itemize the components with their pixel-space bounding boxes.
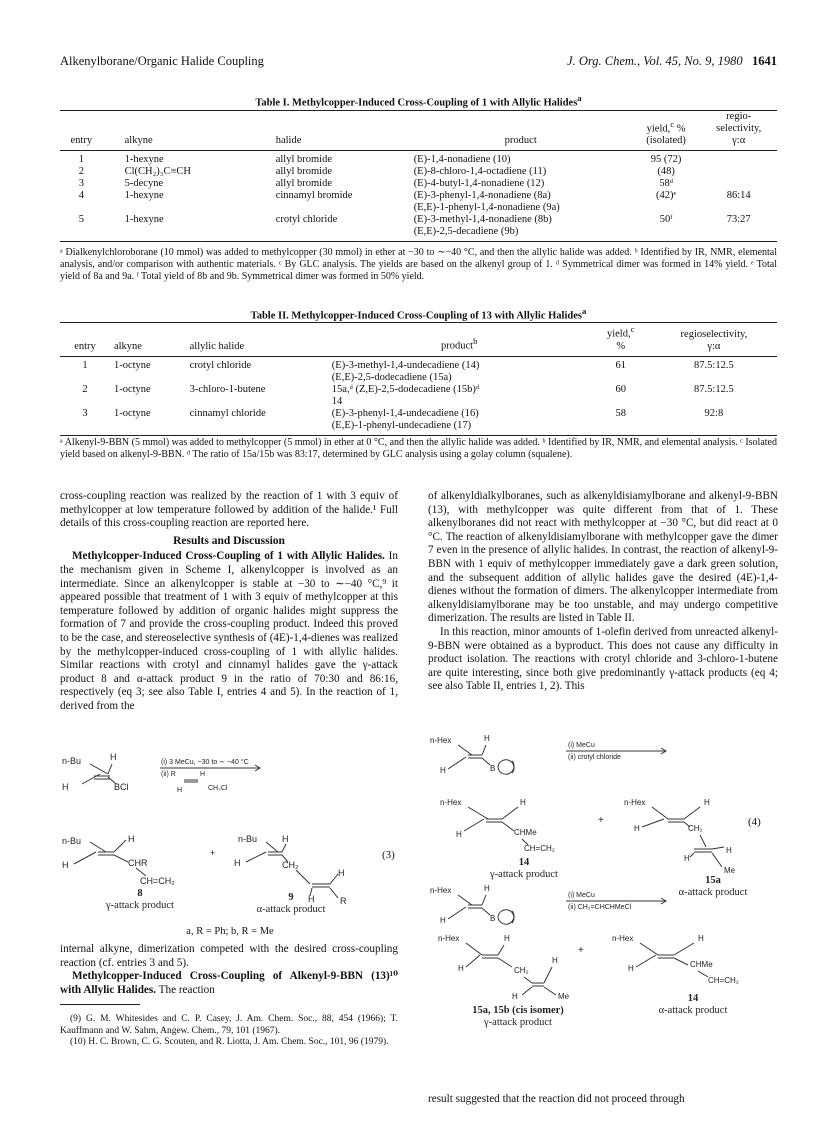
t1-cell-yield: 95 (72) [650, 154, 682, 165]
t2-cell-alkyne [110, 372, 186, 384]
t2-cell-product: (E)-3-methyl-1,4-undecadiene (14) [331, 359, 480, 371]
right-last: result suggested that the reaction did not proceed through [428, 1093, 685, 1105]
t2-cell-alkyne: 1-octyne [113, 383, 151, 395]
eq4-h2: H [440, 766, 446, 775]
header-journal: J. Org. Chem., Vol. 45, No. 9, 1980 1641 [567, 54, 777, 68]
t2-h-alkyne: alkyne [113, 340, 142, 352]
t2-cell-yield [591, 420, 651, 436]
eq4-h9: H [484, 884, 490, 893]
t1-cell-regio [700, 151, 777, 167]
t1-cell-product: (E,E)-2,5-decadiene (9b) [413, 226, 519, 237]
t2-h-yield: yield,$^c$ % [606, 324, 635, 352]
ref-10: (10) H. C. Brown, C. G. Scouten, and R. Liotta, J. Am. Chem. Soc., 101, 96 (1979). [70, 1037, 389, 1047]
ref-9: (9) G. M. Whitesides and C. P. Casey, J. Am. Chem. Soc., 88, 454 (1966); T. Kauffmann and W. Sahm, Angew. Chem., 79, 101 (1967). [60, 1014, 398, 1036]
eq3-ch2cl: CH₂Cl [208, 785, 228, 792]
t2-cell-regio: 92:8 [704, 407, 724, 419]
t1-cell-regio [700, 226, 777, 242]
eq4-num: (4) [748, 816, 761, 828]
eq4-h8: H [684, 854, 690, 863]
t2-h-entry: entry [74, 340, 96, 352]
t1-row [60, 178, 777, 190]
eq4-h3: H [520, 798, 526, 807]
t2-cell-product: (E)-3-phenyl-1,4-undecadiene (16) [331, 407, 479, 419]
eq4-reag-b2: (ii) CH₂=CHCHMeCl [568, 904, 632, 911]
t1-row [60, 166, 777, 178]
eq4-nhex1: n-Hex [430, 736, 452, 745]
t1-cell-regio [700, 202, 777, 214]
t1-cell-alkyne: Cl(CH₂)₃C≡CH [124, 166, 191, 177]
eq4-h6: H [634, 824, 640, 833]
t1-cell-yield: (48) [657, 166, 675, 177]
t1-row [60, 190, 777, 202]
t1-cell-alkyne: 1-hexyne [124, 214, 164, 225]
t2-cell-halide: crotyl chloride [189, 359, 252, 371]
t1-cell-entry: 3 [78, 178, 84, 189]
t1-cell-halide: cinnamyl bromide [275, 190, 353, 201]
eq4-label-14: 14 γ-attack product [490, 857, 558, 880]
t1-row [60, 151, 777, 167]
eq4-nhex4: n-Hex [430, 886, 452, 895]
t1-cell-regio: 73:27 [726, 214, 751, 225]
eq4-b2: B [490, 914, 496, 923]
eq3-num: (3) [382, 849, 395, 861]
eq4-nhex6: n-Hex [612, 934, 634, 943]
eq3-h8: H [234, 858, 241, 868]
t1-cell-alkyne: 5-decyne [124, 178, 164, 189]
left-p1: Methylcopper-Induced Cross-Coupling of 1 with Allylic Halides. In the mechanism given in Scheme I, alkenylcopper is involved as an intermediate. Since an alkenylcopper is stable at −30 to ∼−40 °C,⁹ it appeared possible that treatment of 1 with 3 equiv of methylcopper at this temperature followed by addition of organic halides might suppress the formation of 7 and provide the cross-coupling product. Indeed this proved to be the case, and stereoselective synthesis of (4E)-1,4-dienes was realized by the methylcopper-induced cross-coupling of 1 with allylic halides. Similar reactions with crotyl and cinnamyl halides gave the γ-attack product 8 and α-attack product 9 in the ratio of 70:30 and 86:16, respectively (eq 3; see also Table I, entries 4 and 5). In the reaction of 1, derived from the [60, 550, 398, 712]
t1-h-alkyne: alkyne [124, 135, 153, 146]
t1-cell-product: (E)-4-butyl-1,4-nonadiene (12) [413, 178, 545, 189]
left-p2: internal alkyne, dimerization competed with the desired cross-coupling reaction (cf. entries 3 and 5). [60, 943, 398, 969]
eq4-me1: Me [724, 866, 736, 875]
eq4-h14: H [512, 992, 518, 1001]
eq4-reag-a2: (ii) crotyl chloride [568, 754, 621, 761]
eq4-h10: H [440, 916, 446, 925]
t2-cell-yield [591, 372, 651, 384]
right-p1: of alkenyldialkylboranes, such as alkenyldisiamylborane and alkenyl-9-BBN (13), with methylcopper was quite different from that of 1. These alkenylboranes did not react with methylcopper at −30 °C, but did react at 0 °C. The reaction of alkenyldisiamylborane with methylcopper gave the dimer 7 even in the presence of allylic halides. In contrast, the reaction of alkenyl-9-BBN with 1 equiv of methylcopper immediately gave a dark green solution, and the subsequent addition of allylic halides gave the desired (4E)-1,4-dienes without the formation of dimers. The alkenylcopper intermediate from alkenyldisiamylborane may be too unstable, and may undergo competitive dimerization. The results are listed in Table II. [428, 490, 778, 625]
t1-cell-entry: 2 [78, 166, 84, 177]
t1-cell-product: (E)-1,4-nonadiene (10) [413, 154, 511, 165]
eq4-reag-b1: (i) MeCu [568, 892, 595, 899]
t2-cell-entry: 1 [82, 359, 88, 371]
left-column-2 [60, 943, 398, 997]
eq4-h16: H [628, 964, 634, 973]
eq4-plus1: + [598, 815, 604, 826]
right-column [428, 490, 778, 694]
t2-cell-halide [186, 396, 328, 408]
t2-row [60, 372, 777, 384]
t1-cell-entry: 4 [78, 190, 84, 201]
t1-cell-halide [236, 202, 410, 214]
eq4-ch2b: CH₂ [514, 966, 529, 975]
table2-footnotes: ᵃ Alkenyl-9-BBN (5 mmol) was added to methylcopper (5 mmol) in ether at 0 °C, and then the allylic halide was added. ᵇ Identified by IR, NMR, and elemental analysis. ᶜ Isolated yield based on alkenyl-9-BBN. ᵈ The ratio of 15a/15b was 83:17, determined by GLC analysis using a golay column (squalene). [60, 437, 777, 460]
t1-h-regio: regio- selectivity, γ:α [716, 111, 762, 146]
eq3-h10: H [308, 894, 315, 904]
eq3-chch2: CH=CH₂ [140, 876, 175, 886]
eq4-me2: Me [558, 992, 570, 1001]
eq3-reag1: (i) 3 MeCu, −30 to ∼ −40 °C [161, 759, 249, 766]
eq4-reag-a1: (i) MeCu [568, 742, 595, 749]
t1-cell-entry: 5 [78, 214, 84, 225]
t2-cell-product: 14 [331, 395, 343, 407]
table1 [60, 110, 777, 242]
t2-cell-entry: 3 [82, 407, 88, 419]
eq3-h1: H [110, 752, 117, 762]
header-title: Alkenylborane/Organic Halide Coupling [60, 54, 264, 68]
t2-cell-halide [186, 420, 328, 436]
eq3-nbu2: n-Bu [62, 836, 82, 846]
equation-3 [60, 752, 400, 922]
eq3-ch2: CH₂ [282, 860, 299, 870]
t1-cell-regio [700, 166, 777, 178]
t2-cell-product: 15a,ᵈ (Z,E)-2,5-dodecadiene (15b)ᵈ [331, 383, 480, 395]
t1-h-entry: entry [70, 135, 93, 146]
t1-cell-halide: allyl bromide [275, 166, 332, 177]
left-p0: cross-coupling reaction was realized by the reaction of 1 with 3 equiv of methylcopper at low temperature followed by addition of the halide.¹ Full details of this cross-coupling reaction are reported here. [60, 490, 398, 530]
eq3-legend: a, R = Ph; b, R = Me [186, 926, 274, 937]
t2-cell-entry [60, 396, 110, 408]
t1-cell-product: (E,E)-1-phenyl-1,4-nonadiene (9a) [413, 202, 560, 213]
t2-row [60, 384, 777, 396]
eq4-nhex3: n-Hex [624, 798, 646, 807]
table2 [60, 322, 777, 436]
t1-row [60, 226, 777, 242]
t1-cell-entry [60, 226, 103, 242]
t2-row [60, 408, 777, 420]
eq3-bcl: BCl [114, 782, 129, 792]
t2-cell-regio [651, 396, 777, 408]
t2-cell-regio: 87.5:12.5 [694, 383, 734, 395]
t2-cell-regio: 87.5:12.5 [694, 359, 734, 371]
t1-cell-yield: (42)ᵉ [655, 190, 677, 201]
t2-cell-halide [186, 372, 328, 384]
eq3-h7: H [282, 834, 289, 844]
eq4-chme1: CHMe [514, 828, 537, 837]
t2-cell-yield: 61 [615, 359, 626, 371]
eq4-ch2: CH₂ [688, 824, 703, 833]
refs-rule [60, 1004, 140, 1005]
t1-cell-alkyne: 1-hexyne [124, 190, 164, 201]
eq4-chme2: CHMe [690, 960, 713, 969]
t1-h-yield: yield,$^c$ % (isolated) [646, 118, 686, 146]
t2-cell-alkyne [110, 420, 186, 436]
t2-row [60, 356, 777, 372]
eq3-h9: H [338, 868, 345, 878]
t1-cell-yield: 50ᶠ [659, 214, 673, 225]
eq3-label-8: 8 γ-attack product [106, 888, 174, 911]
eq3-h3: H [200, 771, 206, 778]
right-p2: In this reaction, minor amounts of 1-olefin derived from unreacted alkenyl-9-BBN were obtained as a byproduct. This does not cause any difficulty in product isolation. The reactions with crotyl chloride and 3-chloro-1-butene are quite interesting, since both give predominantly γ-attack products (eq 4; see also Table II, entries 1, 2). This [428, 625, 778, 693]
eq3-plus: + [210, 848, 216, 858]
eq4-nhex2: n-Hex [440, 798, 462, 807]
table1-caption: Table I. Methylcopper-Induced Cross-Coupling of 1 with Allylic Halides$^a$ [255, 93, 582, 109]
t1-cell-alkyne: 1-hexyne [124, 154, 164, 165]
eq3-chr: CHR [128, 858, 148, 868]
t2-cell-yield: 60 [615, 383, 626, 395]
t2-cell-entry: 2 [82, 383, 88, 395]
eq4-chch2a: CH=CH₂ [524, 844, 555, 853]
left-column [60, 490, 398, 714]
t2-cell-entry [60, 372, 110, 384]
t2-cell-halide: 3-chloro-1-butene [189, 383, 266, 395]
t2-cell-regio [651, 372, 777, 384]
eq3-h5: H [128, 834, 135, 844]
t1-cell-alkyne [103, 202, 236, 214]
eq4-h1: H [484, 734, 490, 743]
t1-cell-yield [632, 202, 701, 214]
t1-cell-yield [632, 226, 701, 242]
t2-cell-alkyne: 1-octyne [113, 407, 151, 419]
t1-cell-regio [700, 178, 777, 190]
references [60, 1014, 398, 1049]
eq3-nbu: n-Bu [62, 756, 82, 766]
t2-h-product: product$^b$ [441, 336, 478, 352]
t2-row [60, 396, 777, 408]
t2-cell-yield [591, 396, 651, 408]
t2-h-regio: regioselectivity, γ:α [680, 328, 748, 352]
t2-cell-entry [60, 420, 110, 436]
eq4-chch2b: CH=CH₂ [708, 976, 739, 985]
t1-row [60, 214, 777, 226]
eq3-r: R [340, 896, 347, 906]
eq4-nhex5: n-Hex [438, 934, 460, 943]
table2-caption: Table II. Methylcopper-Induced Cross-Coupling of 13 with Allylic Halides$^a$ [250, 306, 587, 322]
t2-cell-product: (E,E)-2,5-dodecadiene (15a) [331, 371, 452, 383]
eq3-nbu3: n-Bu [238, 834, 258, 844]
t1-h-halide: halide [275, 135, 302, 146]
eq4-label-14c: 14 α-attack product [658, 993, 728, 1016]
t2-cell-regio [651, 420, 777, 436]
equation-4 [428, 727, 778, 1027]
t1-cell-halide: allyl bromide [275, 154, 332, 165]
t1-cell-entry: 1 [78, 154, 84, 165]
running-header [60, 54, 777, 70]
eq3-reag2: (ii) R [161, 771, 176, 778]
t2-cell-alkyne: 1-octyne [113, 359, 151, 371]
eq4-h4: H [456, 830, 462, 839]
t1-h-product: product [504, 135, 537, 146]
t2-cell-product: (E,E)-1-phenyl-undecadiene (17) [331, 419, 472, 431]
section-heading: Results and Discussion [173, 534, 285, 547]
t1-cell-product: (E)-3-phenyl-1,4-nonadiene (8a) [413, 190, 551, 201]
eq4-h7: H [726, 846, 732, 855]
t1-cell-entry [60, 202, 103, 214]
eq4-h13: H [552, 956, 558, 965]
eq4-h15: H [698, 934, 704, 943]
t1-cell-halide: allyl bromide [275, 178, 332, 189]
right-column-last [428, 1093, 778, 1107]
t2-cell-halide: cinnamyl chloride [189, 407, 266, 419]
t2-cell-yield: 58 [615, 407, 626, 419]
eq4-h12: H [458, 964, 464, 973]
t1-cell-halide [236, 226, 410, 242]
eq4-h5: H [704, 798, 710, 807]
t1-cell-regio: 86:14 [726, 190, 751, 201]
t1-row [60, 202, 777, 214]
eq3-h2: H [62, 782, 69, 792]
eq4-plus2: + [578, 945, 584, 956]
t2-row [60, 420, 777, 436]
t1-cell-halide: crotyl chloride [275, 214, 338, 225]
eq4-b1: B [490, 764, 496, 773]
table1-footnotes: ᵃ Dialkenylchloroborane (10 mmol) was added to methylcopper (30 mmol) in ether at −30 to ∼−40 °C, and then the allylic halide was added. ᵇ Identified by IR, NMR, elemental analysis, and/or comparison with authentic materials. ᶜ By GLC analysis. The yields are based on the alkenyl group of 1. ᵈ Symmetrical dimer was formed in 14% yield. ᵉ Total yield of 8a and 9a. ᶠ Total yield of 8b and 9b. Symmetrical dimer was formed in 50% yield. [60, 247, 777, 282]
t1-cell-alkyne [103, 226, 236, 242]
t2-h-halide: allylic halide [189, 340, 245, 352]
t2-cell-alkyne [110, 396, 186, 408]
eq3-h6: H [62, 860, 69, 870]
eq4-label-15a: 15a α-attack product [678, 875, 748, 898]
left-p3: Methylcopper-Induced Cross-Coupling of Alkenyl-9-BBN (13)¹⁰ with Allylic Halides. The reaction [60, 970, 398, 996]
eq4-h11: H [504, 934, 510, 943]
page-number: 1641 [752, 54, 777, 68]
eq3-label-9: 9 α-attack product [256, 892, 326, 915]
t1-cell-yield: 58ᵈ [659, 178, 673, 189]
t1-cell-product: (E)-8-chloro-1,4-octadiene (11) [413, 166, 547, 177]
eq3-h4: H [177, 787, 183, 794]
eq4-label-15b: 15a, 15b (cis isomer) γ-attack product [472, 1005, 564, 1028]
t1-cell-product: (E)-3-methyl-1,4-nonadiene (8b) [413, 214, 552, 225]
